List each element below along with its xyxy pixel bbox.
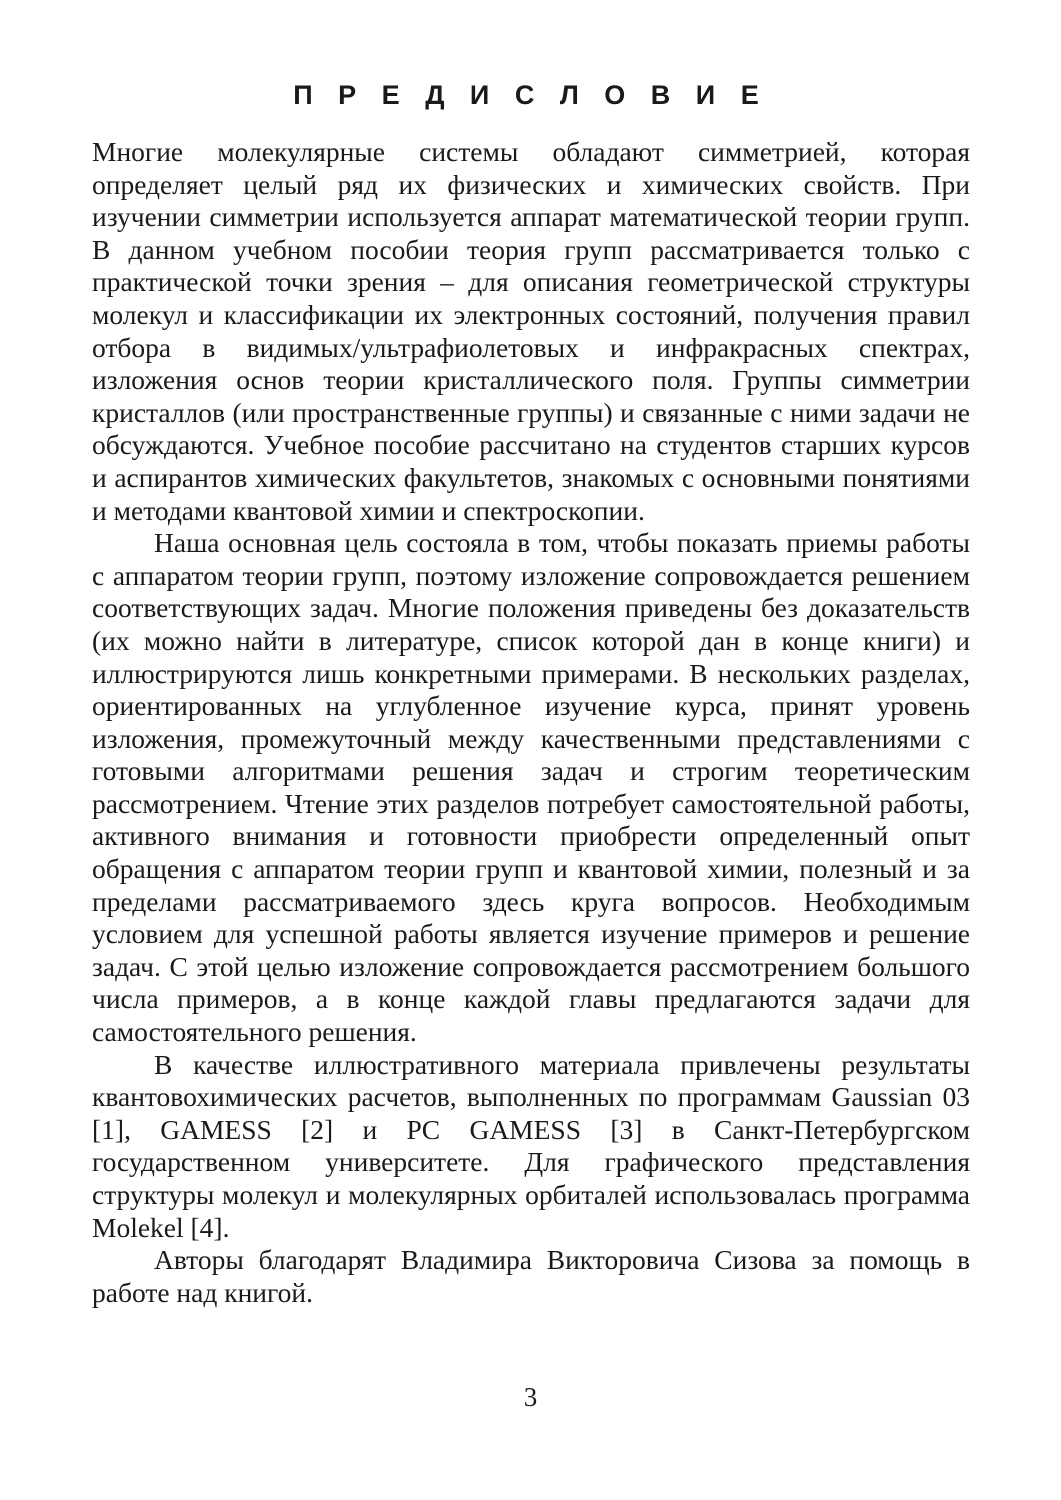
body-text bbox=[92, 136, 970, 1309]
page-title: П Р Е Д И С Л О В И Е bbox=[293, 80, 768, 110]
paragraph-goal: Наша основная цель состояла в том, чтобы показать приемы работы с аппаратом теории групп, поэтому изложение сопровождается решением соответствующих задач. Многие положения приведены без доказательств (их можно найти в литературе, список которой дан в конце книги) и иллюстрируются лишь конкретными примерами. В нескольких разделах, ориентированных на углубленное изучение курса, принят уровень изложения, промежуточный между качественными представлениями с готовыми алгоритмами решения задач и строгим теоретическим рассмотрением. Чтение этих разделов потребует самостоятельной работы, активного внимания и готовности приобрести определенный опыт обращения с аппаратом теории групп и квантовой химии, полезный и за пределами рассматриваемого здесь круга вопросов. Необходимым условием для успешной работы является изучение примеров и решение задач. С этой целью изложение сопровождается рассмотрением большого числа примеров, а в конце каждой главы предлагаются задачи для самостоятельного решения. bbox=[92, 527, 970, 1048]
page-number: 3 bbox=[523, 1382, 538, 1412]
paragraph-materials: В качестве иллюстративного материала привлечены результаты квантовохимических расчетов, выполненных по программам Gaussian 03 [1], GAMESS [2] и PC GAMESS [3] в Санкт-Петербургском государственном университете. Для графического представления структуры молекул и молекулярных орбиталей использовалась программа Molekel [4]. bbox=[92, 1048, 970, 1243]
paragraph-acknowledgement: Авторы благодарят Владимира Викторовича Сизова за помощь в работе над книгой. bbox=[92, 1244, 970, 1308]
paragraph-intro: Многие молекулярные системы обладают симметрией, которая определяет целый ряд их физических и химических свойств. При изучении симметрии используется аппарат математической теории групп. В данном учебном пособии теория групп рассматривается только с практической точки зрения – для описания геометрической структуры молекул и классификации их электронных состояний, получения правил отбора в видимых/ультрафиолетовых и инфракрасных спектрах, изложения основ теории кристаллического поля. Группы симметрии кристаллов (или пространственные группы) и связанные с ними задачи не обсуждаются. Учебное пособие рассчитано на студентов старших курсов и аспирантов химических факультетов, знакомых с основными понятиями и методами квантовой химии и спектроскопии. bbox=[92, 136, 970, 526]
